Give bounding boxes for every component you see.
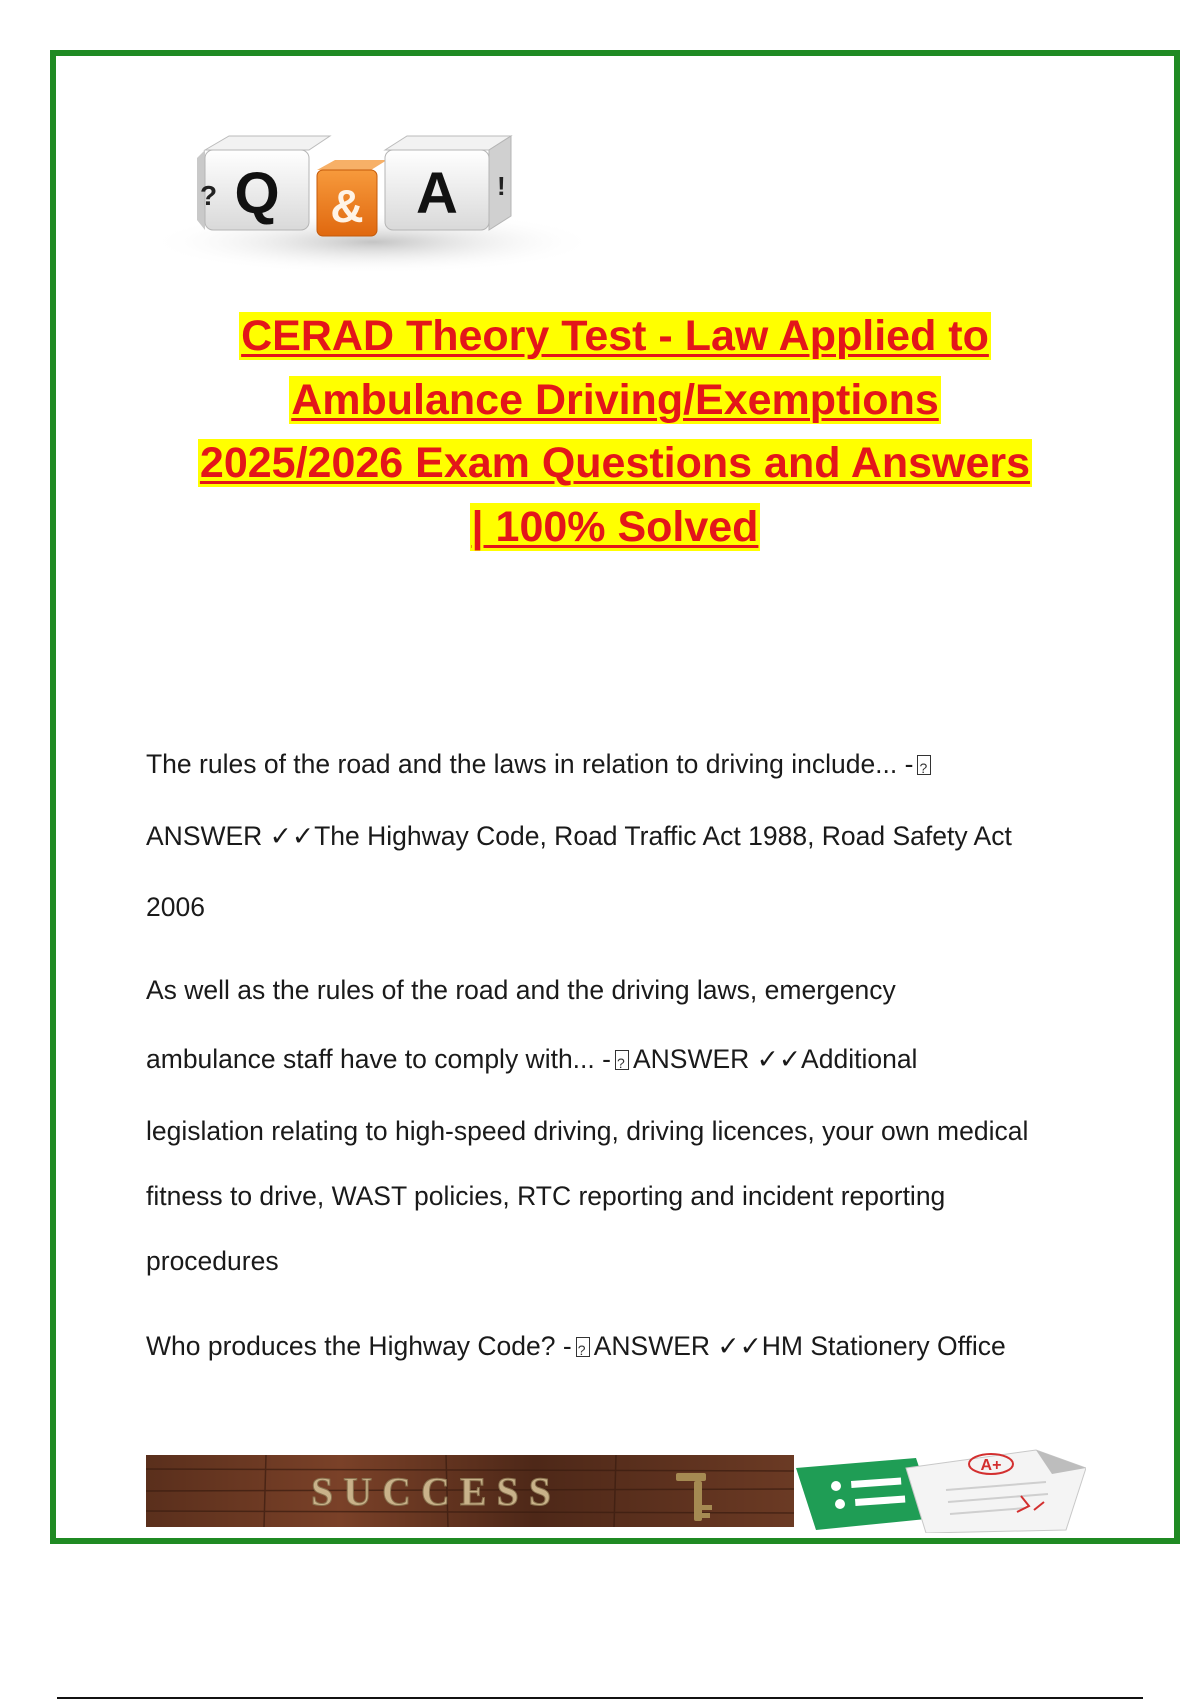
- graded-paper-icon: [796, 1448, 1086, 1533]
- dice-a-letter: A: [416, 161, 458, 226]
- missing-glyph-icon: [576, 1337, 590, 1357]
- q2-question-line-cont: [146, 1043, 917, 1075]
- grade-text: A+: [980, 1457, 1002, 1474]
- q2-answer-start: ANSWER ✓✓Additional: [632, 1044, 918, 1074]
- dice-ampersand-letter: &: [330, 180, 364, 232]
- dice-ampersand: [317, 160, 387, 236]
- q2-answer-line-end: procedures: [146, 1246, 279, 1276]
- q3-answer: ANSWER ✓✓HM Stationery Office: [593, 1331, 1006, 1361]
- q2-text: ambulance staff have to comply with... -: [146, 1044, 611, 1074]
- success-banner-image: [146, 1455, 794, 1527]
- dice-q-side: ?: [200, 180, 218, 211]
- dice-a-side: !: [497, 171, 506, 201]
- dice-a: [385, 136, 511, 230]
- q3-text: Who produces the Highway Code? -: [146, 1331, 572, 1361]
- qa-dice-logo: [145, 70, 600, 280]
- title-line-3: 2025/2026 Exam Questions and Answers: [199, 439, 1031, 487]
- title-line-1: CERAD Theory Test - Law Applied to: [241, 312, 989, 360]
- title-line-4: | 100% Solved: [471, 502, 759, 551]
- q2-question-line: As well as the rules of the road and the driving laws, emergency: [146, 975, 896, 1005]
- document-title: [120, 305, 1110, 559]
- missing-glyph-icon: [917, 755, 931, 775]
- dice-q-letter: Q: [234, 161, 280, 226]
- graded-paper: [906, 1450, 1086, 1533]
- missing-glyph-icon: [615, 1050, 629, 1070]
- q1-question-line: [146, 748, 935, 780]
- title-line-2: Ambulance Driving/Exemptions: [291, 375, 939, 424]
- q2-answer-line-cont: fitness to drive, WAST policies, RTC reporting and incident reporting: [146, 1181, 946, 1211]
- success-text: SUCCESS: [310, 1469, 562, 1514]
- q2-answer-line: legislation relating to high-speed driving, driving licences, your own medical: [146, 1116, 1029, 1146]
- q1-text: The rules of the road and the laws in relation to driving include... -: [146, 749, 914, 779]
- q3-line: [146, 1330, 1006, 1362]
- page-bottom-rule: [57, 1697, 1143, 1699]
- q1-answer-line-cont: 2006: [146, 892, 205, 922]
- q1-answer-line: ANSWER ✓✓The Highway Code, Road Traffic Act 1988, Road Safety Act: [146, 821, 1012, 851]
